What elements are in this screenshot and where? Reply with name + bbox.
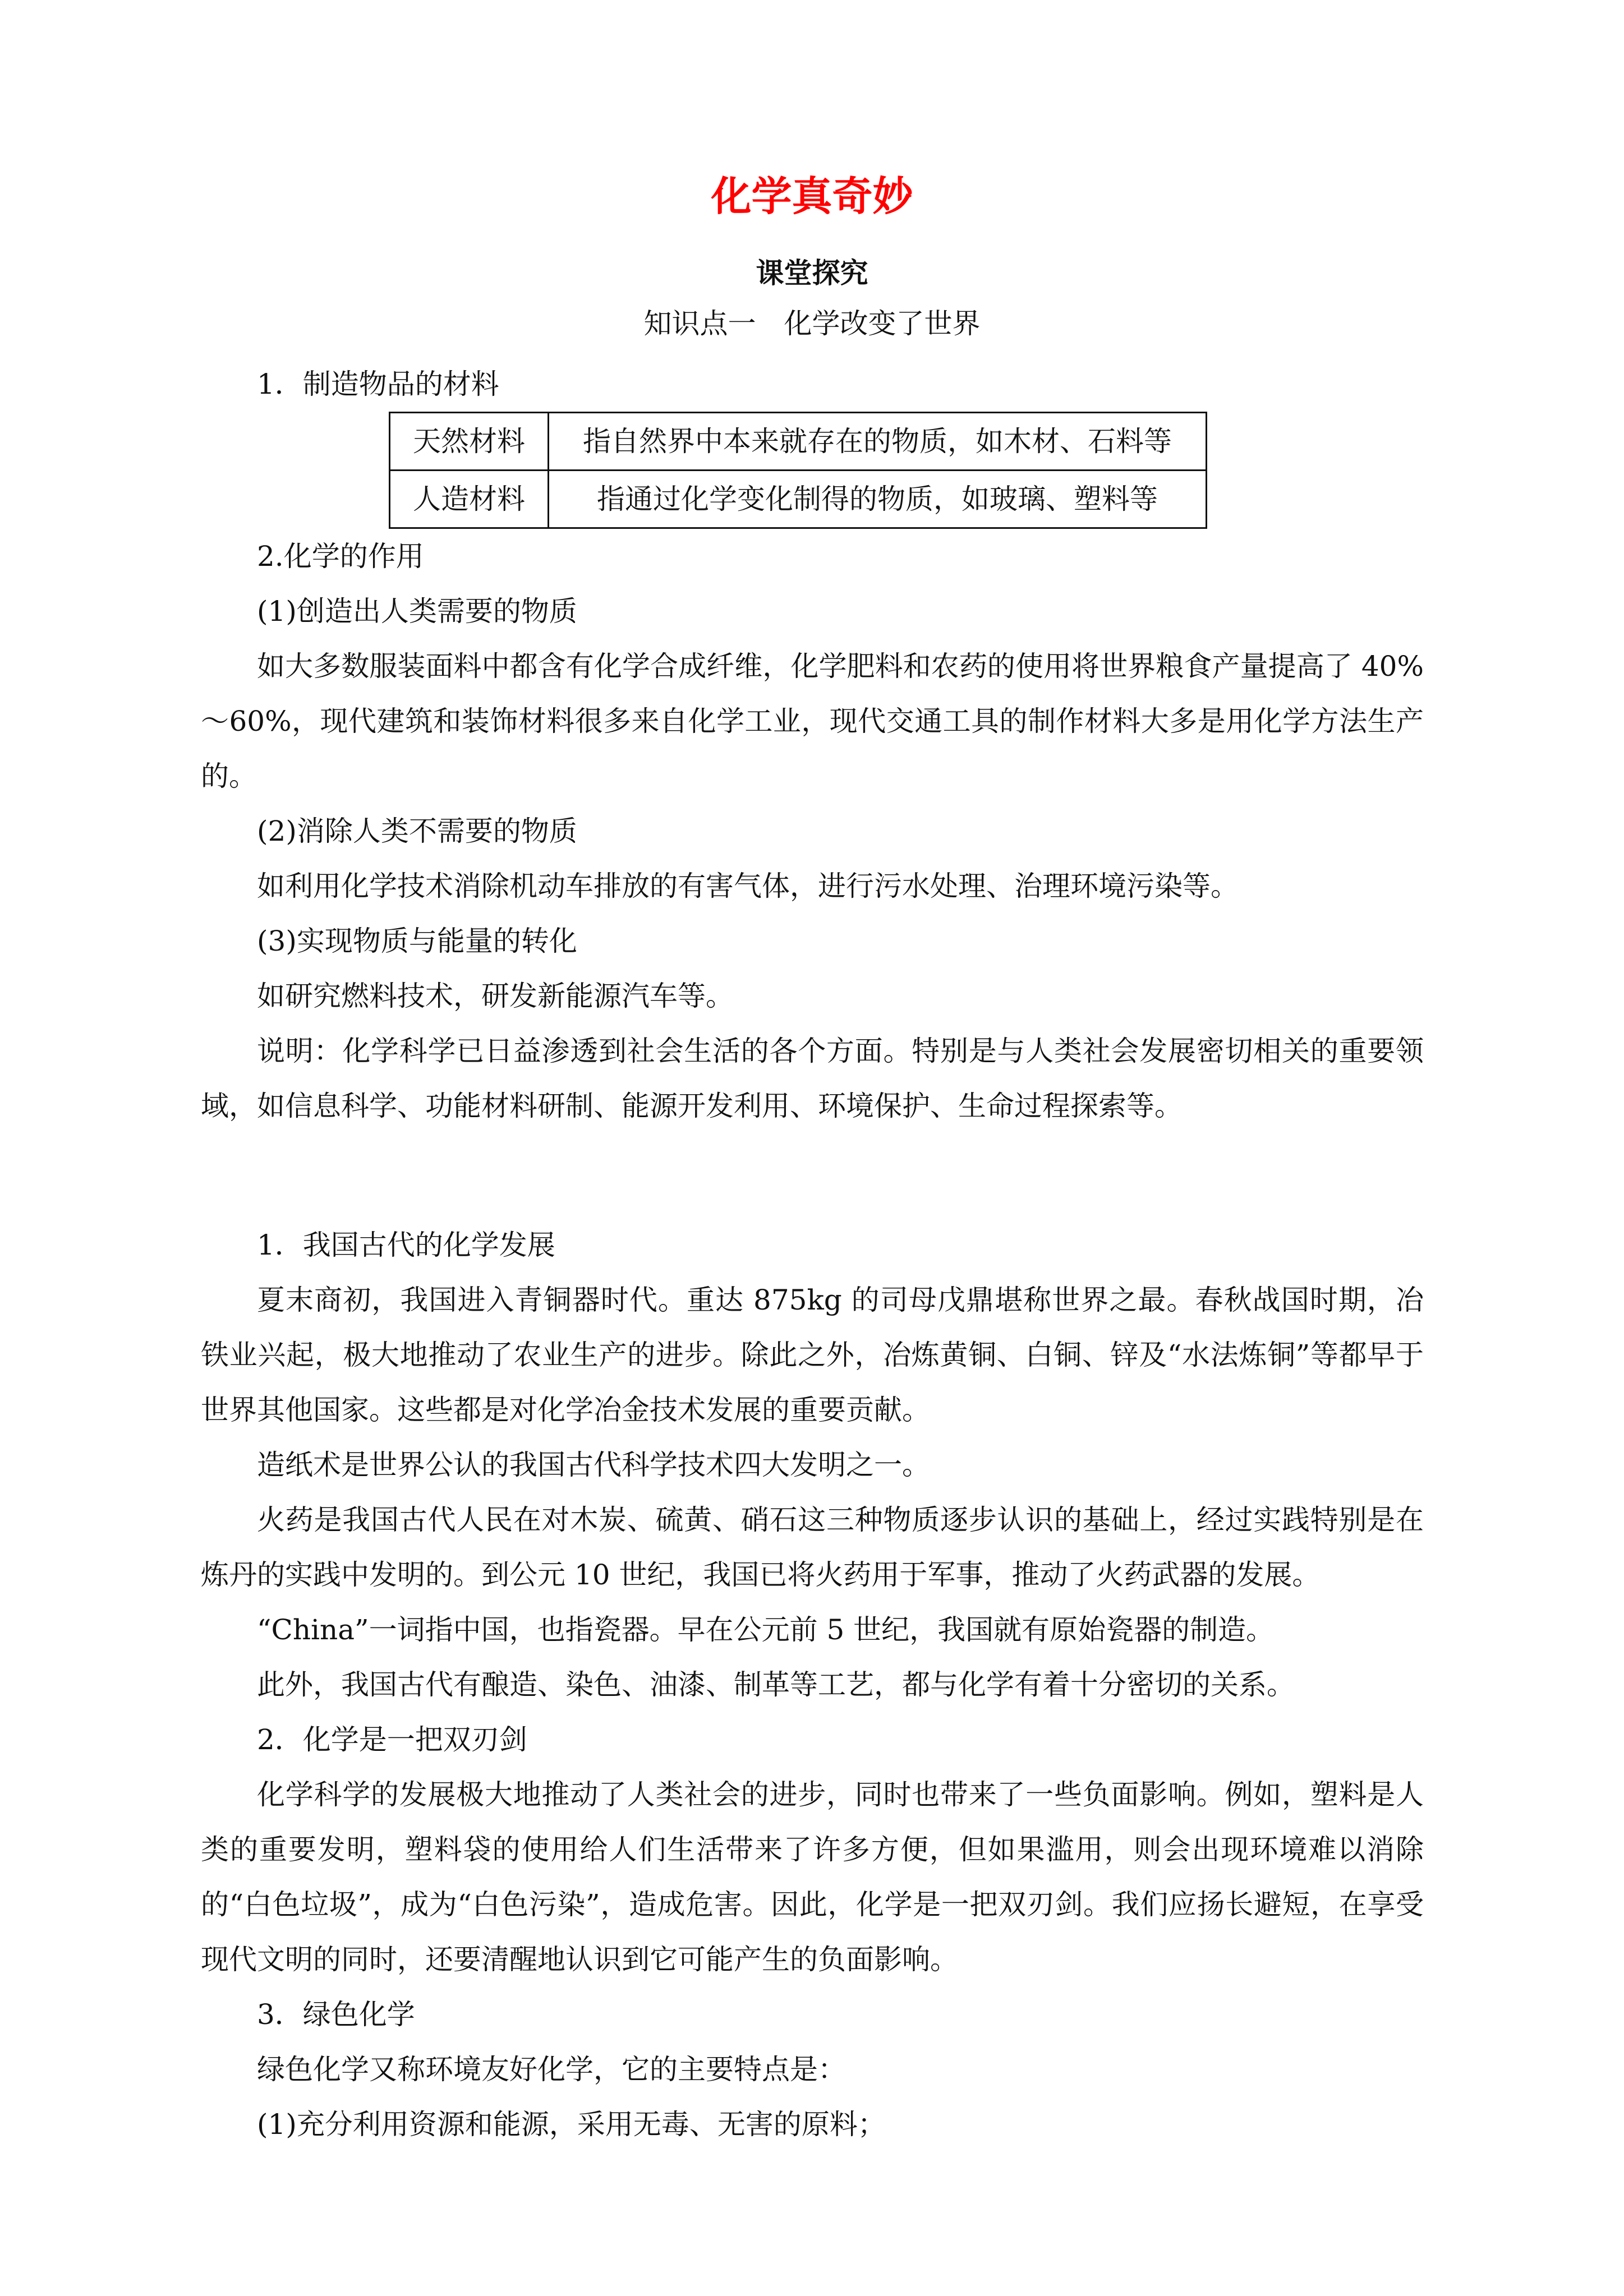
subtitle: 课堂探究 <box>756 256 868 289</box>
table-row <box>390 413 1207 471</box>
heading-double-edged: 2．化学是一把双刃剑 <box>257 1723 527 1756</box>
section-gap <box>201 1133 1424 1218</box>
heading-role: 2.化学的作用 <box>257 540 424 573</box>
document-body <box>201 357 1424 2152</box>
table-row <box>390 471 1207 528</box>
paragraph-paper: 造纸术是世界公认的我国古代科学技术四大发明之一。 <box>257 1449 930 1481</box>
paragraph-green-chemistry: 绿色化学又称环境友好化学，它的主要特点是： <box>257 2053 846 2086</box>
subheading-eliminate: (2)消除人类不需要的物质 <box>257 815 577 847</box>
paragraph-create: 如大多数服装面料中都含有化学合成纤维，化学肥料和农药的使用将世界粮食产量提高了 40%～60%，现代建筑和装饰材料很多来自化学工业，现代交通工具的制作材料大多是用化学方法生产的。 <box>201 650 1424 792</box>
table-cell-desc: 指通过化学变化制得的物质，如玻璃、塑料等 <box>549 471 1207 528</box>
table-cell-name: 人造材料 <box>390 471 549 528</box>
paragraph-china: “China”一词指中国，也指瓷器。早在公元前 5 世纪，我国就有原始瓷器的制造。 <box>257 1613 1275 1646</box>
subheading-transform: (3)实现物质与能量的转化 <box>257 925 577 957</box>
materials-table <box>389 412 1207 529</box>
paragraph-transform: 如研究燃料技术，研发新能源汽车等。 <box>257 980 734 1012</box>
heading-materials: 1．制造物品的材料 <box>257 368 499 400</box>
heading-green-chemistry: 3．绿色化学 <box>257 1998 415 2031</box>
paragraph-bronze: 夏末商初，我国进入青铜器时代。重达 875kg 的司母戊鼎堪称世界之最。春秋战国时期，冶铁业兴起，极大地推动了农业生产的进步。除此之外，冶炼黄铜、白铜、锌及“水法炼铜”等都早于世界其他国家。这些都是对化学冶金技术发展的重要贡献。 <box>201 1284 1424 1426</box>
table-cell-name: 天然材料 <box>390 413 549 471</box>
list-item-green-1: (1)充分利用资源和能源，采用无毒、无害的原料； <box>257 2108 886 2141</box>
paragraph-note: 说明：化学科学已日益渗透到社会生活的各个方面。特别是与人类社会发展密切相关的重要领域，如信息科学、功能材料研制、能源开发利用、环境保护、生命过程探索等。 <box>201 1035 1424 1122</box>
table-cell-desc: 指自然界中本来就存在的物质，如木材、石料等 <box>549 413 1207 471</box>
section-title: 知识点一 化学改变了世界 <box>643 307 981 340</box>
document-title: 化学真奇妙 <box>711 172 913 220</box>
paragraph-gunpowder: 火药是我国古代人民在对木炭、硫黄、硝石这三种物质逐步认识的基础上，经过实践特别是在炼丹的实践中发明的。到公元 10 世纪，我国已将火药用于军事，推动了火药武器的发展。 <box>201 1504 1424 1591</box>
subheading-create: (1)创造出人类需要的物质 <box>257 595 577 628</box>
heading-ancient-chemistry: 1．我国古代的化学发展 <box>257 1229 555 1261</box>
paragraph-double-edged: 化学科学的发展极大地推动了人类社会的进步，同时也带来了一些负面影响。例如，塑料是人类的重要发明，塑料袋的使用给人们生活带来了许多方便，但如果滥用，则会出现环境难以消除的“白色垃圾”，成为“白色污染”，造成危害。因此，化学是一把双刃剑。我们应扬长避短，在享受现代文明的同时，还要清醒地认识到它可能产生的负面影响。 <box>201 1778 1424 1976</box>
paragraph-eliminate: 如利用化学技术消除机动车排放的有害气体，进行污水处理、治理环境污染等。 <box>257 870 1239 902</box>
paragraph-crafts: 此外，我国古代有酿造、染色、油漆、制革等工艺，都与化学有着十分密切的关系。 <box>257 1668 1295 1701</box>
